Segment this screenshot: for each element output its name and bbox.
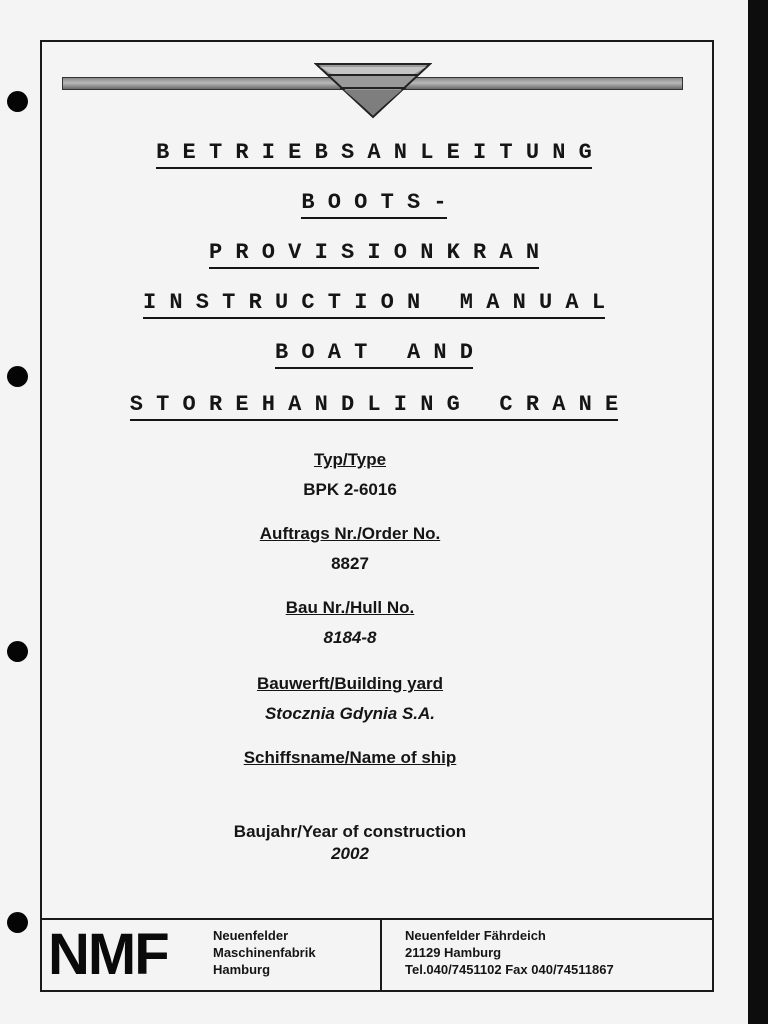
address-line: Tel.040/7451102 Fax 040/74511867: [405, 962, 614, 977]
company-line: Neuenfelder: [213, 928, 289, 943]
title-text: P R O V I S I O N K R A N: [209, 240, 539, 269]
title-storehandling-crane: [0, 392, 748, 417]
title-text: B O O T S -: [301, 190, 446, 219]
punch-hole: [7, 912, 28, 933]
title-provisionkran: [0, 240, 748, 265]
nmf-logo: NMF: [48, 922, 168, 987]
type-label: Typ/Type: [313, 450, 387, 469]
year-value: 2002: [331, 844, 369, 863]
title-text: I N S T R U C T I O N M A N U A L: [143, 290, 605, 319]
title-betriebsanleitung: [0, 140, 748, 165]
title-text: B E T R I E B S A N L E I T U N G: [156, 140, 592, 169]
footer-divider-line: [40, 918, 714, 920]
yard-value: Stocznia Gdynia S.A.: [264, 704, 436, 723]
company-line: Maschinenfabrik: [213, 945, 316, 960]
address-line: Neuenfelder Fährdeich: [405, 928, 546, 943]
ship-name-label: Schiffsname/Name of ship: [243, 748, 457, 767]
title-text: B O A T A N D: [275, 340, 473, 369]
punch-hole: [7, 91, 28, 112]
hull-value: 8184-8: [323, 628, 377, 647]
type-value: BPK 2-6016: [303, 480, 397, 499]
title-boots: [0, 190, 748, 215]
title-instruction-manual: [0, 290, 748, 315]
triangle-logo-icon: [314, 62, 432, 120]
hull-label: Bau Nr./Hull No.: [285, 598, 415, 617]
company-address-block: [405, 927, 614, 978]
punch-hole: [7, 366, 28, 387]
year-label: Baujahr/Year of construction: [233, 822, 467, 841]
company-line: Hamburg: [213, 962, 271, 977]
address-line: 21129 Hamburg: [405, 945, 502, 960]
order-label: Auftrags Nr./Order No.: [259, 524, 441, 543]
title-text: S T O R E H A N D L I N G C R A N E: [130, 392, 618, 421]
order-value: 8827: [331, 554, 369, 573]
title-boat-and: [0, 340, 748, 365]
company-name-block: [213, 927, 316, 978]
yard-label: Bauwerft/Building yard: [256, 674, 444, 693]
footer-column-divider: [380, 920, 382, 990]
